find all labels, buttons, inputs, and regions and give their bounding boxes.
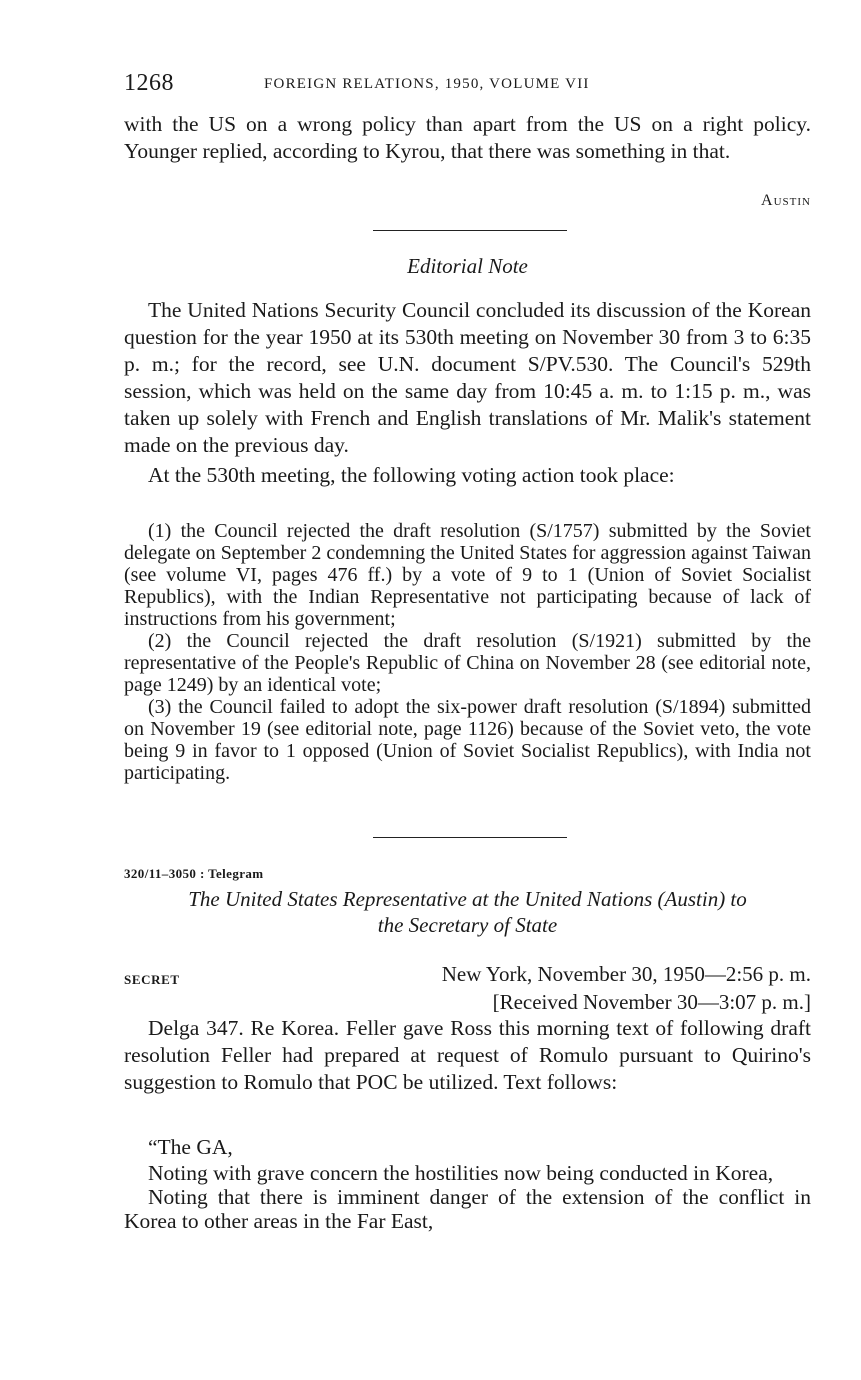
page-header [124,70,814,104]
voting-item-3: (3) the Council failed to adopt the six-power draft resolution (S/1894) submitted on November 19 (see editorial note, page 1126) because of the Soviet veto, the vote being 9 in favor to 1 opposed (Union of Soviet Socialist Republics), with India not participating. [124,696,811,784]
editorial-paragraph-1: The United Nations Security Council concluded its discussion of the Korean question for the year 1950 at its 530th meeting on November 30 from 3 to 6:35 p. m.; for the record, see U.N. document S/PV.530. The Council's 529th session, which was held on the same day from 10:45 a. m. to 1:15 p. m., was taken up solely with French and English translations of Mr. Malik's statement made on the previous day. [124,298,811,457]
section-divider-top [373,230,567,231]
section-divider-bottom [373,837,567,838]
voting-item-2: (2) the Council rejected the draft resolution (S/1921) submitted by the representative of the People's Republic of China on November 28 (see editorial note, page 1249) by an identical vote; [124,630,811,696]
telegram-body [124,1015,811,1096]
file-reference: 320/11–3050 : Telegram [124,866,264,881]
signature: Austin [761,192,811,209]
editorial-body [124,297,811,489]
telegram-paragraph-1: Delga 347. Re Korea. Feller gave Ross this morning text of following draft resolution Feller had prepared at request of Romulo pursuant to Quirino's suggestion to Romulo that POC be utilized. Text follows: [124,1016,811,1094]
running-title: FOREIGN RELATIONS, 1950, VOLUME VII [264,76,590,92]
received-line: [Received November 30—3:07 p. m.] [492,990,811,1014]
editorial-note-title: Editorial Note [407,254,528,278]
telegram-title [124,886,811,938]
quote-line-2: Noting with grave concern the hostilities now being conducted in Korea, [148,1161,774,1185]
classification-label: SECRET [124,972,180,987]
voting-item-1: (1) the Council rejected the draft resolution (S/1757) submitted by the Soviet delegate on September 2 condemning the United States for aggression against Taiwan (see volume VI, pages 476 ff.) by a vote of 9 to 1 (Union of Soviet Socialist Republics), with the Indian Representative not participating because of lack of instructions from his government; [124,520,811,630]
draft-resolution-quote [124,1134,811,1233]
voting-actions-list [124,520,811,784]
dateline-block [442,960,811,1016]
quote-line-1: “The GA, [148,1135,233,1159]
editorial-paragraph-2: At the 530th meeting, the following voting action took place: [148,463,675,487]
opening-paragraph: with the US on a wrong policy than apart from the US on a right policy. Younger replied, according to Kyrou, that there was something in that. [124,112,811,163]
telegram-title-line-1: The United States Representative at the United Nations (Austin) to [188,887,747,911]
telegram-title-line-2: the Secretary of State [377,913,558,937]
opening-paragraph-block [124,111,811,165]
dateline: New York, November 30, 1950—2:56 p. m. [441,962,811,986]
page-number: 1268 [124,70,174,96]
quote-line-3: Noting that there is imminent danger of the extension of the conflict in Korea to other areas in the Far East, [124,1185,811,1233]
